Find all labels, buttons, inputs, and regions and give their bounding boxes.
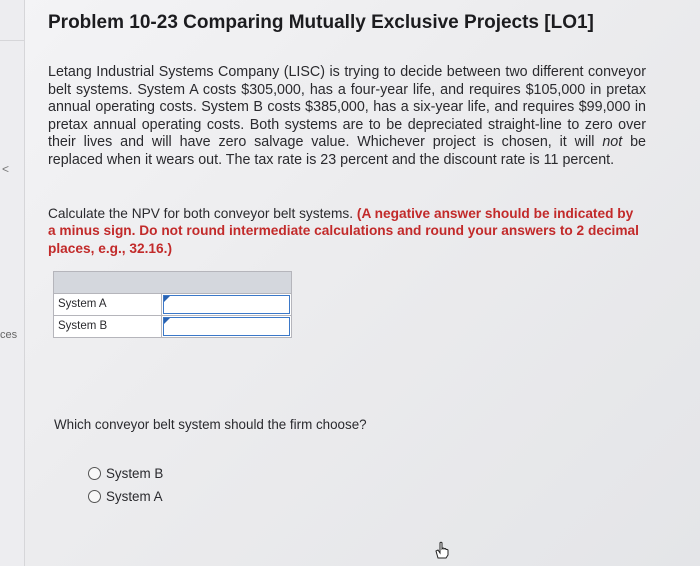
left-panel-strip bbox=[0, 0, 25, 566]
npv-table-header bbox=[54, 272, 291, 294]
radio-button-icon[interactable] bbox=[88, 467, 101, 480]
option-label[interactable]: System B bbox=[106, 466, 164, 481]
problem-description bbox=[48, 64, 646, 170]
npv-row-system-b bbox=[54, 316, 291, 337]
problem-description-emphasis: not bbox=[602, 134, 623, 151]
npv-input-system-b[interactable] bbox=[163, 317, 290, 336]
option-system-a[interactable] bbox=[88, 485, 163, 508]
npv-answer-table bbox=[53, 271, 292, 338]
instruction-text: Calculate the NPV for both conveyor belt systems. bbox=[48, 206, 354, 221]
npv-row-label: System A bbox=[54, 294, 162, 315]
npv-input-system-a[interactable] bbox=[163, 295, 290, 314]
hand-cursor-icon bbox=[432, 540, 452, 560]
calculation-instruction bbox=[48, 205, 642, 257]
radio-button-icon[interactable] bbox=[88, 490, 101, 503]
choice-options bbox=[88, 462, 163, 508]
left-panel-clipped-label: ces bbox=[0, 329, 18, 341]
option-system-b[interactable] bbox=[88, 462, 163, 485]
choice-question: Which conveyor belt system should the firm choose? bbox=[54, 417, 367, 432]
left-panel-tab[interactable] bbox=[0, 0, 24, 41]
problem-description-part-1: Letang Industrial Systems Company (LISC) is trying to decide between two different conveyor belt systems. System A costs $305,000, has a four-year life, and requires $105,000 in pretax annual operating costs. System B costs $385,000, has a six-year life, and requires $99,000 in pretax annual operating costs. Both systems are to be depreciated straight-line to zero over their lives and will have zero salvage value. Whichever project is chosen, it will bbox=[48, 64, 646, 151]
npv-row-label: System B bbox=[54, 316, 162, 337]
npv-row-system-a bbox=[54, 294, 291, 316]
instruction-note: (A negative answer should be indicated by a minus sign. Do not round intermediate calculations and round your answers to 2 decimal places, e.g., 32.16.) bbox=[48, 206, 639, 256]
option-label[interactable]: System A bbox=[106, 489, 163, 504]
problem-title: Problem 10-23 Comparing Mutually Exclusive Projects [LO1] bbox=[48, 12, 594, 33]
problem-description-part-2: be replaced when it wears out. The tax rate is 23 percent and the discount rate is 11 percent. bbox=[48, 134, 647, 168]
collapse-arrow-icon[interactable]: < bbox=[2, 162, 10, 176]
